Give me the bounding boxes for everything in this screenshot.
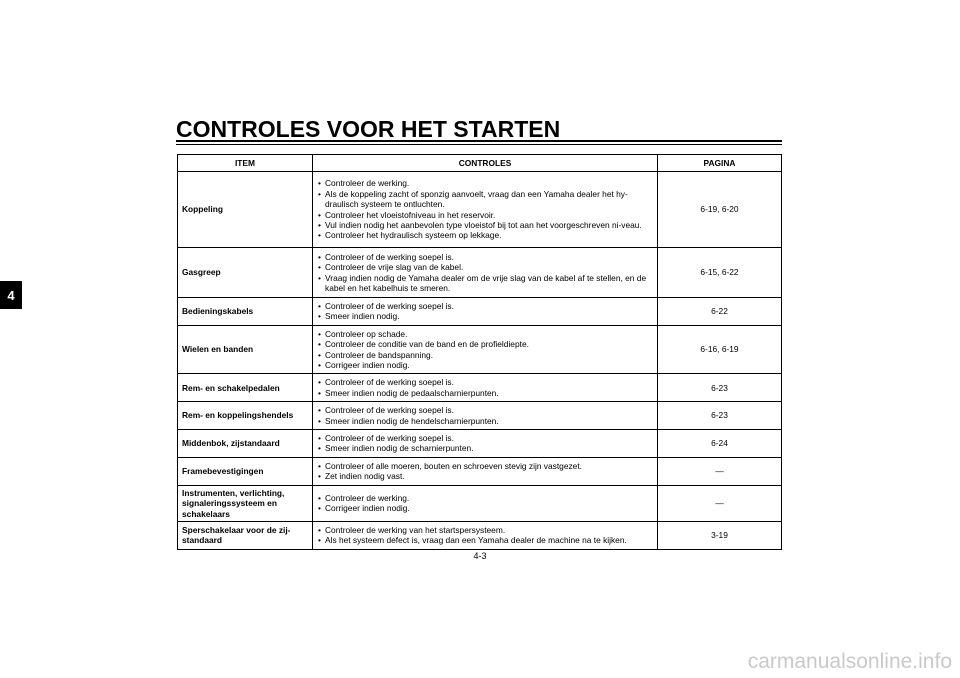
- controls-list: [317, 178, 653, 240]
- table-row: [178, 457, 782, 485]
- control-step: • Controleer de bandspanning.: [317, 350, 653, 360]
- control-step: • Smeer indien nodig de scharnierpunten.: [317, 443, 653, 453]
- control-step: • Controleer het hydraulisch systeem op lekkage.: [317, 230, 653, 240]
- controls-list: [317, 377, 653, 398]
- controls-cell: [313, 248, 658, 298]
- table-row: [178, 402, 782, 430]
- controls-cell: [313, 374, 658, 402]
- controls-list: [317, 433, 653, 454]
- item-cell: Middenbok, zijstandaard: [178, 430, 313, 458]
- watermark: carmanualsonline.info: [747, 650, 952, 673]
- controls-list: [317, 405, 653, 426]
- control-step: • Vraag indien nodig de Yamaha dealer om de vrije slag van de kabel af te stellen, en de kabel en het kabelhuis te smeren.: [317, 273, 653, 294]
- controls-cell: [313, 485, 658, 521]
- table-row: [178, 298, 782, 326]
- controls-cell: [313, 325, 658, 374]
- chapter-tab: 4: [0, 281, 22, 309]
- controls-cell: [313, 457, 658, 485]
- item-cell: Bedieningskabels: [178, 298, 313, 326]
- item-cell: Sperschakelaar voor de zij-standaard: [178, 521, 313, 549]
- controls-list: [317, 493, 653, 514]
- table-row: [178, 485, 782, 521]
- controls-list: [317, 301, 653, 322]
- controls-cell: [313, 298, 658, 326]
- item-cell: Rem- en koppelingshendels: [178, 402, 313, 430]
- control-step: • Corrigeer indien nodig.: [317, 503, 653, 513]
- page-reference-cell: 6-15, 6-22: [658, 248, 782, 298]
- column-header-controls: CONTROLES: [313, 155, 658, 172]
- table-row: [178, 325, 782, 374]
- table-row: [178, 521, 782, 549]
- control-step: • Controleer of de werking soepel is.: [317, 433, 653, 443]
- item-cell: Instrumenten, verlichting, signaleringssysteem en schakelaars: [178, 485, 313, 521]
- control-step: • Controleer het vloeistofniveau in het reservoir.: [317, 210, 653, 220]
- control-step: • Controleer of de werking soepel is.: [317, 301, 653, 311]
- control-step: • Smeer indien nodig de hendelscharnierpunten.: [317, 416, 653, 426]
- controls-cell: [313, 172, 658, 248]
- control-step: • Corrigeer indien nodig.: [317, 360, 653, 370]
- table-row: [178, 430, 782, 458]
- control-step: • Smeer indien nodig.: [317, 311, 653, 321]
- page-reference-cell: 6-23: [658, 374, 782, 402]
- control-step: • Controleer of de werking soepel is.: [317, 405, 653, 415]
- controls-list: [317, 461, 653, 482]
- control-step: • Zet indien nodig vast.: [317, 471, 653, 481]
- controls-cell: [313, 402, 658, 430]
- control-step: • Als de koppeling zacht of sponzig aanvoelt, vraag dan een Yamaha dealer het hy-draulisch systeem te ontluchten.: [317, 189, 653, 210]
- control-step: • Controleer de werking.: [317, 493, 653, 503]
- column-header-page: PAGINA: [658, 155, 782, 172]
- page-number: 4-3: [473, 551, 487, 561]
- table-row: [178, 248, 782, 298]
- controls-list: [317, 525, 653, 546]
- page-reference-cell: 6-23: [658, 402, 782, 430]
- table-row: [178, 374, 782, 402]
- control-step: • Controleer of de werking soepel is.: [317, 252, 653, 262]
- control-step: • Controleer de vrije slag van de kabel.: [317, 262, 653, 272]
- item-cell: Wielen en banden: [178, 325, 313, 374]
- table-header-row: [178, 155, 782, 172]
- controls-cell: [313, 521, 658, 549]
- column-header-item: ITEM: [178, 155, 313, 172]
- title-rule: [176, 140, 782, 145]
- control-step: • Controleer of alle moeren, bouten en schroeven stevig zijn vastgezet.: [317, 461, 653, 471]
- table-body: [178, 172, 782, 550]
- page-reference-cell: 6-19, 6-20: [658, 172, 782, 248]
- page-reference-cell: —: [658, 485, 782, 521]
- control-step: • Smeer indien nodig de pedaalscharnierpunten.: [317, 388, 653, 398]
- control-step: • Als het systeem defect is, vraag dan een Yamaha dealer de machine na te kijken.: [317, 535, 653, 545]
- item-cell: Gasgreep: [178, 248, 313, 298]
- control-step: • Controleer de werking van het startspersysteem.: [317, 525, 653, 535]
- controls-list: [317, 329, 653, 371]
- item-cell: Rem- en schakelpedalen: [178, 374, 313, 402]
- page-reference-cell: 6-22: [658, 298, 782, 326]
- page-reference-cell: —: [658, 457, 782, 485]
- checks-table: [177, 154, 782, 550]
- page-title: CONTROLES VOOR HET STARTEN: [176, 116, 561, 142]
- page-reference-cell: 3-19: [658, 521, 782, 549]
- table-row: [178, 172, 782, 248]
- control-step: • Vul indien nodig het aanbevolen type vloeistof bij tot aan het voorgeschreven ni-veau.: [317, 220, 653, 230]
- page-reference-cell: 6-24: [658, 430, 782, 458]
- control-step: • Controleer de conditie van de band en de profieldiepte.: [317, 339, 653, 349]
- controls-list: [317, 252, 653, 294]
- controls-cell: [313, 430, 658, 458]
- control-step: • Controleer of de werking soepel is.: [317, 377, 653, 387]
- control-step: • Controleer op schade.: [317, 329, 653, 339]
- control-step: • Controleer de werking.: [317, 178, 653, 188]
- item-cell: Koppeling: [178, 172, 313, 248]
- item-cell: Framebevestigingen: [178, 457, 313, 485]
- page-reference-cell: 6-16, 6-19: [658, 325, 782, 374]
